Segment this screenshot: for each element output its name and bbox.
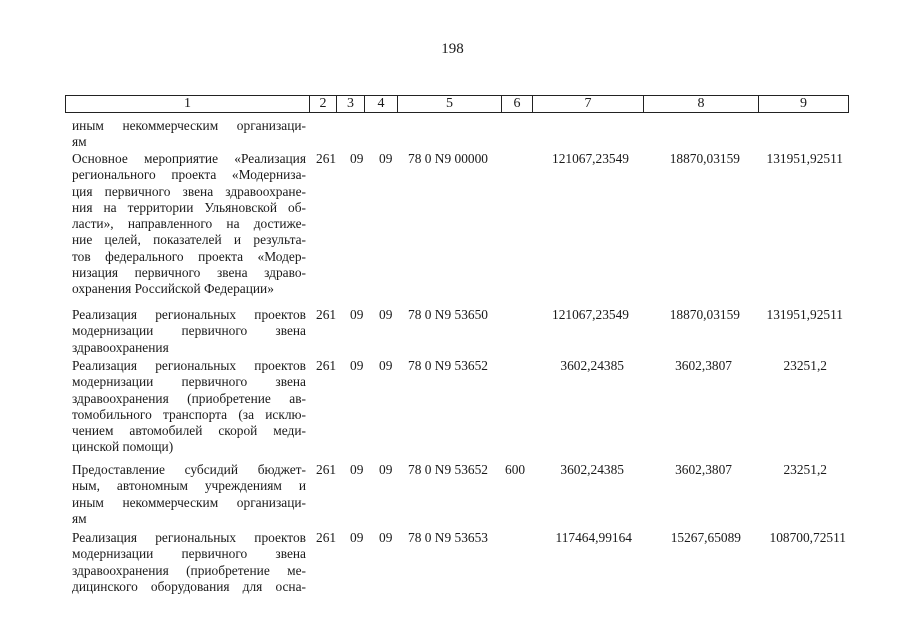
cell-section: 09 bbox=[350, 462, 364, 477]
row-description bbox=[72, 530, 306, 595]
description-line: ласти», направленного на достиже- bbox=[72, 216, 306, 232]
cell-target-article: 78 0 N9 53652 bbox=[408, 358, 488, 373]
description-line: здравоохранения (приобретение ав- bbox=[72, 390, 306, 406]
cell-amount-col7: 121067,23549 bbox=[552, 307, 629, 322]
description-line: ным, автономным учреждениям и bbox=[72, 478, 306, 494]
cell-amount-col7: 3602,24385 bbox=[560, 358, 624, 373]
cell-target-article: 78 0 N9 53650 bbox=[408, 307, 488, 322]
header-col-7: 7 bbox=[533, 96, 644, 112]
header-col-1: 1 bbox=[66, 96, 310, 112]
description-line: томобильного транспорта (за исклю- bbox=[72, 406, 306, 422]
cell-subsection: 09 bbox=[379, 530, 393, 545]
cell-ministry-code: 261 bbox=[316, 462, 337, 477]
description-line: ция первичного звена здравоохране- bbox=[72, 183, 306, 199]
cell-subsection: 09 bbox=[379, 358, 393, 373]
description-line: модернизации первичного звена bbox=[72, 546, 306, 562]
cell-section: 09 bbox=[350, 358, 364, 373]
description-line: модернизации первичного звена bbox=[72, 323, 306, 339]
description-line: ния на территории Ульяновской об- bbox=[72, 199, 306, 215]
header-col-8: 8 bbox=[644, 96, 759, 112]
cell-target-article: 78 0 N9 53653 bbox=[408, 530, 488, 545]
description-line: Предоставление субсидий бюджет- bbox=[72, 462, 306, 477]
row-description bbox=[72, 358, 306, 456]
description-line: иным некоммерческим организаци- bbox=[72, 118, 306, 133]
description-line: дицинского оборудования для осна- bbox=[72, 578, 306, 594]
description-line: Реализация региональных проектов bbox=[72, 530, 306, 545]
description-line: регионального проекта «Модерниза- bbox=[72, 167, 306, 183]
cell-section: 09 bbox=[350, 530, 364, 545]
description-line: Реализация региональных проектов bbox=[72, 358, 306, 373]
description-line: тов федерального проекта «Модер- bbox=[72, 248, 306, 264]
description-line: чением автомобилей скорой меди- bbox=[72, 423, 306, 439]
cell-amount-col9: 23251,2 bbox=[783, 358, 827, 373]
cell-amount-col8: 15267,65089 bbox=[670, 530, 741, 545]
description-line: охранения Российской Федерации» bbox=[72, 281, 274, 297]
row-description bbox=[72, 118, 306, 151]
cell-amount-col9: 23251,2 bbox=[783, 462, 827, 477]
cell-amount-col7: 3602,24385 bbox=[560, 462, 624, 477]
cell-ministry-code: 261 bbox=[316, 307, 337, 322]
cell-amount-col7: 117464,99164 bbox=[555, 530, 632, 545]
header-col-6: 6 bbox=[502, 96, 533, 112]
description-line: Основное мероприятие «Реализация bbox=[72, 151, 306, 166]
header-col-2: 2 bbox=[310, 96, 337, 112]
header-col-4: 4 bbox=[365, 96, 398, 112]
cell-amount-col8: 18870,03159 bbox=[669, 307, 740, 322]
cell-amount-col9: 108700,72511 bbox=[769, 530, 846, 545]
cell-expense-type: 600 bbox=[505, 462, 526, 477]
row-description bbox=[72, 462, 306, 527]
description-line: ям bbox=[72, 510, 87, 526]
header-col-3: 3 bbox=[337, 96, 365, 112]
cell-section: 09 bbox=[350, 151, 364, 166]
cell-amount-col9: 131951,92511 bbox=[766, 151, 843, 166]
cell-amount-col7: 121067,23549 bbox=[552, 151, 629, 166]
header-col-9: 9 bbox=[800, 96, 807, 111]
description-line: иным некоммерческим организаци- bbox=[72, 494, 306, 510]
cell-amount-col8: 3602,3807 bbox=[675, 358, 732, 373]
cell-subsection: 09 bbox=[379, 307, 393, 322]
cell-target-article: 78 0 N9 00000 bbox=[408, 151, 488, 166]
cell-amount-col9: 131951,92511 bbox=[766, 307, 843, 322]
description-line: низация первичного звена здраво- bbox=[72, 265, 306, 281]
row-description bbox=[72, 151, 306, 298]
cell-subsection: 09 bbox=[379, 151, 393, 166]
cell-section: 09 bbox=[350, 307, 364, 322]
description-line: ям bbox=[72, 134, 87, 150]
cell-amount-col8: 18870,03159 bbox=[669, 151, 740, 166]
cell-subsection: 09 bbox=[379, 462, 393, 477]
cell-amount-col8: 3602,3807 bbox=[675, 462, 732, 477]
description-line: здравоохранения bbox=[72, 339, 169, 355]
description-line: ние целей, показателей и результа- bbox=[72, 232, 306, 248]
description-line: цинской помощи) bbox=[72, 439, 174, 455]
page-number: 198 bbox=[441, 41, 464, 57]
description-line: Реализация региональных проектов bbox=[72, 307, 306, 322]
cell-ministry-code: 261 bbox=[316, 530, 337, 545]
row-description bbox=[72, 307, 306, 356]
cell-ministry-code: 261 bbox=[316, 358, 337, 373]
header-col-5: 5 bbox=[398, 96, 502, 112]
cell-ministry-code: 261 bbox=[316, 151, 337, 166]
table-header-row bbox=[65, 95, 849, 113]
cell-target-article: 78 0 N9 53652 bbox=[408, 462, 488, 477]
description-line: модернизации первичного звена bbox=[72, 374, 306, 390]
description-line: здравоохранения (приобретение ме- bbox=[72, 562, 306, 578]
